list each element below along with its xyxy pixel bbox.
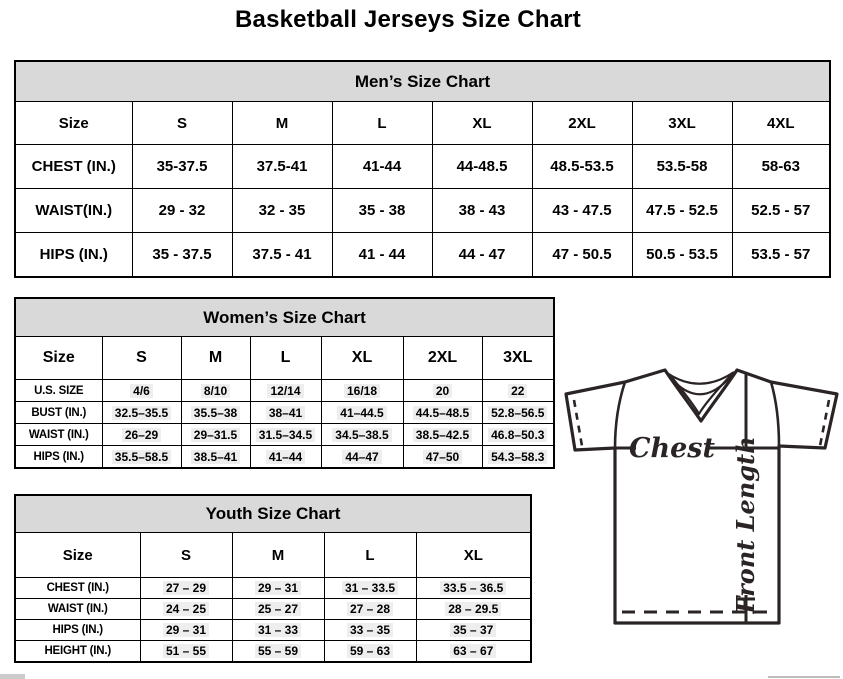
size-value: 29 – 31 — [163, 623, 209, 637]
size-value: 20 — [433, 384, 452, 398]
horizontal-scrollbar-fragment — [768, 676, 840, 678]
size-value: 33.5 – 36.5 — [440, 581, 506, 595]
size-cell — [403, 380, 482, 402]
table-row — [15, 424, 554, 446]
size-cell — [181, 402, 250, 424]
col-header: XL — [416, 533, 531, 578]
size-cell — [482, 446, 554, 469]
womens-size-table — [14, 297, 555, 469]
size-cell: 48.5-53.5 — [532, 145, 632, 189]
size-cell: 43 - 47.5 — [532, 189, 632, 233]
table-row — [15, 402, 554, 424]
size-value: 55 – 59 — [255, 644, 301, 658]
size-value: 8/10 — [201, 384, 230, 398]
size-cell: 44-48.5 — [432, 145, 532, 189]
row-label: HIPS (IN.) — [15, 620, 140, 641]
size-value: 44.5–48.5 — [413, 406, 472, 420]
col-header: M — [181, 337, 250, 380]
table-title-row — [15, 61, 830, 102]
size-cell — [102, 402, 181, 424]
size-cell — [181, 380, 250, 402]
jersey-measurement-diagram — [553, 358, 843, 678]
table-title-row — [15, 495, 531, 533]
size-cell: 29 - 32 — [132, 189, 232, 233]
mens-table-title: Men’s Size Chart — [15, 61, 830, 102]
row-label: WAIST (IN.) — [15, 599, 140, 620]
size-cell — [482, 380, 554, 402]
size-value: 31.5–34.5 — [256, 428, 315, 442]
size-value: 59 – 63 — [347, 644, 393, 658]
table-row — [15, 145, 830, 189]
size-cell: 52.5 - 57 — [732, 189, 830, 233]
size-value: 41–44.5 — [337, 406, 386, 420]
table-row — [15, 189, 830, 233]
col-header: XL — [432, 102, 532, 145]
size-value: 44–47 — [342, 450, 381, 464]
size-value: 47–50 — [423, 450, 462, 464]
size-value: 25 – 27 — [255, 602, 301, 616]
size-cell — [321, 446, 403, 469]
size-cell — [181, 446, 250, 469]
youth-size-table — [14, 494, 532, 663]
col-header: S — [132, 102, 232, 145]
size-cell — [416, 578, 531, 599]
size-value: 38.5–41 — [191, 450, 240, 464]
col-header: Size — [15, 102, 132, 145]
page-title: Basketball Jerseys Size Chart — [235, 6, 581, 33]
size-cell — [140, 620, 232, 641]
row-label: HIPS (IN.) — [15, 233, 132, 278]
size-cell: 41-44 — [332, 145, 432, 189]
size-value: 38.5–42.5 — [413, 428, 472, 442]
row-label: WAIST (IN.) — [15, 424, 102, 446]
table-row — [15, 599, 531, 620]
size-cell — [232, 641, 324, 663]
col-header: S — [102, 337, 181, 380]
size-cell — [324, 620, 416, 641]
size-value: 16/18 — [344, 384, 380, 398]
col-header: Size — [15, 533, 140, 578]
row-label: U.S. SIZE — [15, 380, 102, 402]
size-value: 12/14 — [267, 384, 303, 398]
size-cell: 58-63 — [732, 145, 830, 189]
size-value: 63 – 67 — [450, 644, 496, 658]
size-cell — [321, 402, 403, 424]
size-cell: 47.5 - 52.5 — [632, 189, 732, 233]
size-value: 41–44 — [266, 450, 305, 464]
size-cell: 44 - 47 — [432, 233, 532, 278]
mens-size-table — [14, 60, 831, 278]
size-cell — [482, 402, 554, 424]
size-value: 35.5–38 — [191, 406, 240, 420]
size-value: 31 – 33 — [255, 623, 301, 637]
chest-label: Chest — [629, 433, 715, 464]
size-cell — [324, 578, 416, 599]
size-value: 26–29 — [122, 428, 161, 442]
size-cell: 53.5-58 — [632, 145, 732, 189]
front-length-label: Front Length — [731, 436, 760, 614]
col-header: XL — [321, 337, 403, 380]
col-header: 2XL — [403, 337, 482, 380]
size-cell — [250, 402, 321, 424]
size-value: 24 – 25 — [163, 602, 209, 616]
size-value: 29–31.5 — [191, 428, 240, 442]
size-cell — [324, 599, 416, 620]
size-cell: 32 - 35 — [232, 189, 332, 233]
col-header: Size — [15, 337, 102, 380]
size-value: 33 – 35 — [347, 623, 393, 637]
col-header: 2XL — [532, 102, 632, 145]
size-cell — [250, 446, 321, 469]
size-cell: 38 - 43 — [432, 189, 532, 233]
table-row — [15, 233, 830, 278]
size-cell — [102, 380, 181, 402]
table-title-row — [15, 298, 554, 337]
size-cell: 53.5 - 57 — [732, 233, 830, 278]
table-header-row — [15, 533, 531, 578]
table-row — [15, 641, 531, 663]
col-header: 4XL — [732, 102, 830, 145]
col-header: S — [140, 533, 232, 578]
horizontal-scrollbar-thumb[interactable] — [0, 674, 25, 679]
size-value: 35 – 37 — [450, 623, 496, 637]
size-value: 29 – 31 — [255, 581, 301, 595]
size-value: 27 – 29 — [163, 581, 209, 595]
size-cell — [102, 424, 181, 446]
table-header-row — [15, 337, 554, 380]
size-cell — [403, 446, 482, 469]
col-header: 3XL — [632, 102, 732, 145]
size-cell — [416, 599, 531, 620]
size-cell — [140, 578, 232, 599]
size-cell: 35-37.5 — [132, 145, 232, 189]
table-header-row — [15, 102, 830, 145]
size-cell: 50.5 - 53.5 — [632, 233, 732, 278]
row-label: HIPS (IN.) — [15, 446, 102, 469]
size-cell: 41 - 44 — [332, 233, 432, 278]
size-value: 34.5–38.5 — [332, 428, 391, 442]
size-cell — [482, 424, 554, 446]
size-value: 35.5–58.5 — [112, 450, 171, 464]
row-label: WAIST(IN.) — [15, 189, 132, 233]
size-value: 52.8–56.5 — [488, 406, 547, 420]
size-cell — [416, 620, 531, 641]
size-value: 28 – 29.5 — [445, 602, 501, 616]
size-cell — [324, 641, 416, 663]
table-row — [15, 380, 554, 402]
size-cell — [102, 446, 181, 469]
size-cell — [416, 641, 531, 663]
size-cell — [232, 578, 324, 599]
size-cell: 47 - 50.5 — [532, 233, 632, 278]
row-label: HEIGHT (IN.) — [15, 641, 140, 663]
size-value: 51 – 55 — [163, 644, 209, 658]
size-cell — [250, 424, 321, 446]
size-cell — [250, 380, 321, 402]
table-row — [15, 578, 531, 599]
size-cell: 35 - 37.5 — [132, 233, 232, 278]
size-cell: 37.5-41 — [232, 145, 332, 189]
col-header: L — [250, 337, 321, 380]
size-cell — [403, 402, 482, 424]
size-value: 54.3–58.3 — [488, 450, 547, 464]
size-cell — [140, 641, 232, 663]
size-cell — [140, 599, 232, 620]
size-cell — [321, 380, 403, 402]
size-cell — [321, 424, 403, 446]
size-cell — [232, 620, 324, 641]
size-value: 46.8–50.3 — [488, 428, 547, 442]
jersey-outline — [566, 370, 837, 623]
col-header: M — [232, 533, 324, 578]
size-value: 38–41 — [266, 406, 305, 420]
size-value: 4/6 — [130, 384, 153, 398]
table-row — [15, 620, 531, 641]
size-cell — [232, 599, 324, 620]
col-header: L — [324, 533, 416, 578]
row-label: CHEST (IN.) — [15, 578, 140, 599]
size-cell — [181, 424, 250, 446]
row-label: BUST (IN.) — [15, 402, 102, 424]
size-value: 22 — [508, 384, 527, 398]
row-label: CHEST (IN.) — [15, 145, 132, 189]
table-row — [15, 446, 554, 469]
womens-table-title: Women’s Size Chart — [15, 298, 554, 337]
size-value: 31 – 33.5 — [342, 581, 398, 595]
size-cell: 37.5 - 41 — [232, 233, 332, 278]
youth-table-title: Youth Size Chart — [15, 495, 531, 533]
col-header: M — [232, 102, 332, 145]
col-header: 3XL — [482, 337, 554, 380]
size-cell: 35 - 38 — [332, 189, 432, 233]
size-value: 32.5–35.5 — [112, 406, 171, 420]
size-value: 27 – 28 — [347, 602, 393, 616]
col-header: L — [332, 102, 432, 145]
size-cell — [403, 424, 482, 446]
